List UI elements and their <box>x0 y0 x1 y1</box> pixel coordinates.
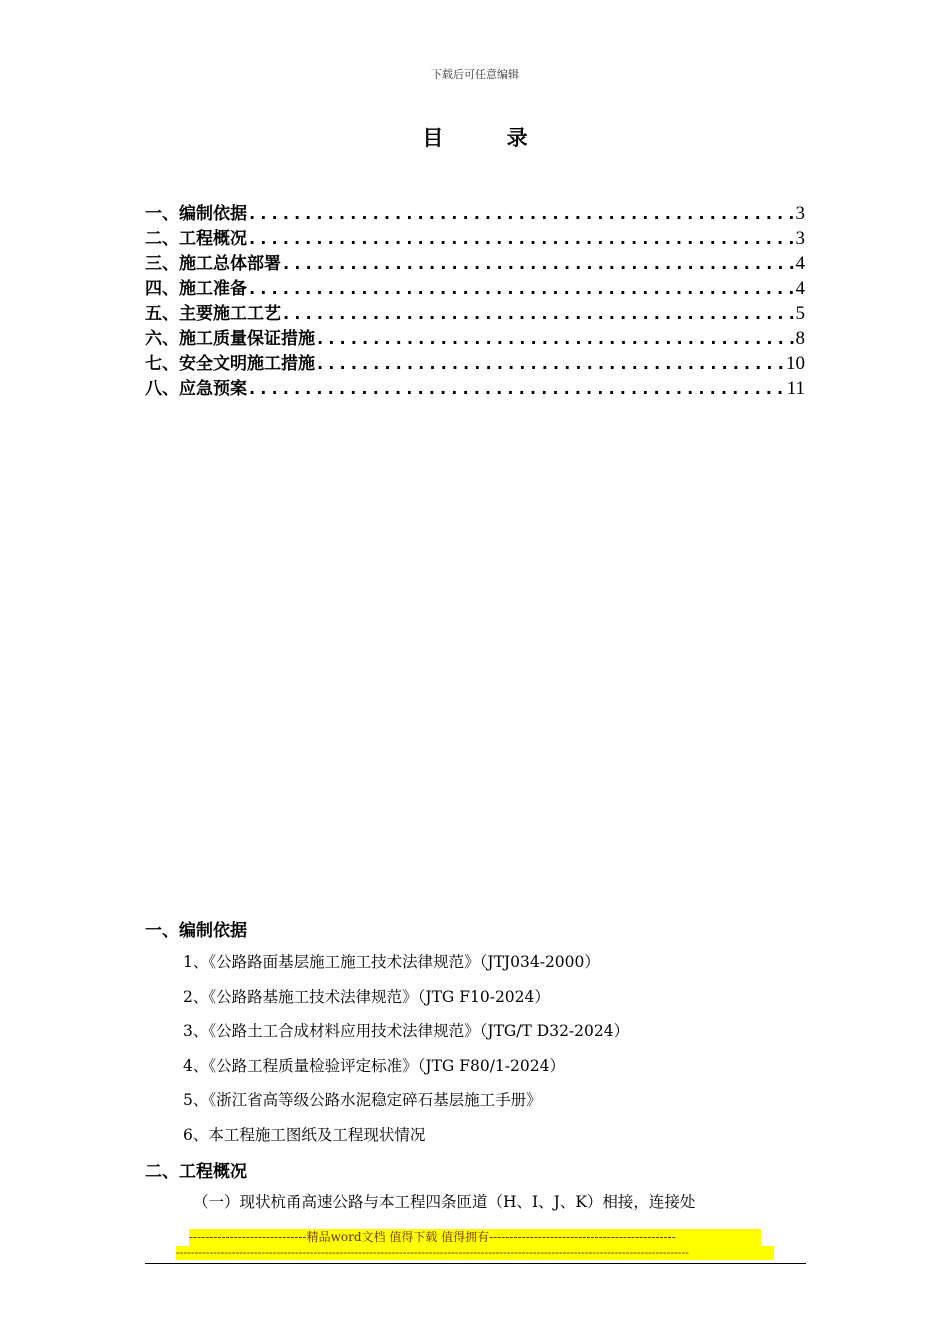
toc-leader-dots <box>281 252 794 276</box>
toc-leader-dots <box>315 352 784 376</box>
header-note: 下载后可任意编辑 <box>431 68 519 81</box>
toc-entry-label: 三、施工总体部署 <box>145 254 281 274</box>
table-of-contents <box>145 201 805 401</box>
toc-entry[interactable] <box>145 251 805 276</box>
list-item: 1、《公路路面基层施工施工技术法律规范》（JTJ034-2000） <box>183 953 600 971</box>
toc-entry[interactable] <box>145 376 805 401</box>
toc-entry-label: 五、主要施工工艺 <box>145 304 281 324</box>
toc-entry-page: 4 <box>795 278 805 299</box>
toc-entry-page: 10 <box>786 353 805 374</box>
toc-entry[interactable] <box>145 226 805 251</box>
overview-paragraph: （一）现状杭甬高速公路与本工程四条匝道（H、I、J、K）相接，连接处 <box>193 1193 696 1211</box>
toc-entry-label: 八、应急预案 <box>145 379 247 399</box>
footer-banner: -----------------------------精品word文档 值得下载 值得拥有---------------------------------------------- <box>189 1229 761 1246</box>
toc-entry-page: 4 <box>795 253 805 274</box>
toc-entry-label: 四、施工准备 <box>145 279 247 299</box>
section-heading-overview: 二、工程概况 <box>145 1162 247 1182</box>
toc-entry-page: 5 <box>795 303 805 324</box>
list-item: 6、本工程施工图纸及工程现状情况 <box>183 1125 426 1144</box>
section-heading-basis: 一、编制依据 <box>145 921 247 941</box>
toc-entry-page: 8 <box>795 328 805 349</box>
toc-entry-label: 七、安全文明施工措施 <box>145 354 315 374</box>
toc-leader-dots <box>281 302 794 326</box>
footer-dash-line: ------------------------------------------------------------------------------------------------------------------------------------------ <box>176 1246 774 1260</box>
list-item: 3、《公路土工合成材料应用技术法律规范》（JTG/T D32-2024） <box>183 1022 630 1040</box>
toc-leader-dots <box>247 377 785 401</box>
list-item: 2、《公路路基施工技术法律规范》（JTG F10-2024） <box>183 987 550 1006</box>
toc-entry-label: 二、工程概况 <box>145 229 247 249</box>
toc-entry[interactable] <box>145 301 805 326</box>
toc-entry[interactable] <box>145 276 805 301</box>
toc-entry-page: 11 <box>786 378 805 399</box>
footer-rule <box>145 1263 806 1264</box>
basis-list <box>183 950 823 1157</box>
toc-leader-dots <box>247 202 794 226</box>
toc-entry-label: 一、编制依据 <box>145 204 247 224</box>
toc-leader-dots <box>247 227 794 251</box>
toc-leader-dots <box>315 327 794 351</box>
toc-title: 目 录 <box>422 126 556 150</box>
toc-entry-label: 六、施工质量保证措施 <box>145 329 315 349</box>
toc-entry-page: 3 <box>795 228 805 249</box>
toc-entry-page: 3 <box>795 203 805 224</box>
toc-entry[interactable] <box>145 326 805 351</box>
list-item: 4、《公路工程质量检验评定标准》（JTG F80/1-2024） <box>183 1056 565 1075</box>
toc-entry[interactable] <box>145 351 805 376</box>
list-item: 5、《浙江省高等级公路水泥稳定碎石基层施工手册》 <box>183 1091 542 1109</box>
toc-entry[interactable] <box>145 201 805 226</box>
toc-leader-dots <box>247 277 794 301</box>
